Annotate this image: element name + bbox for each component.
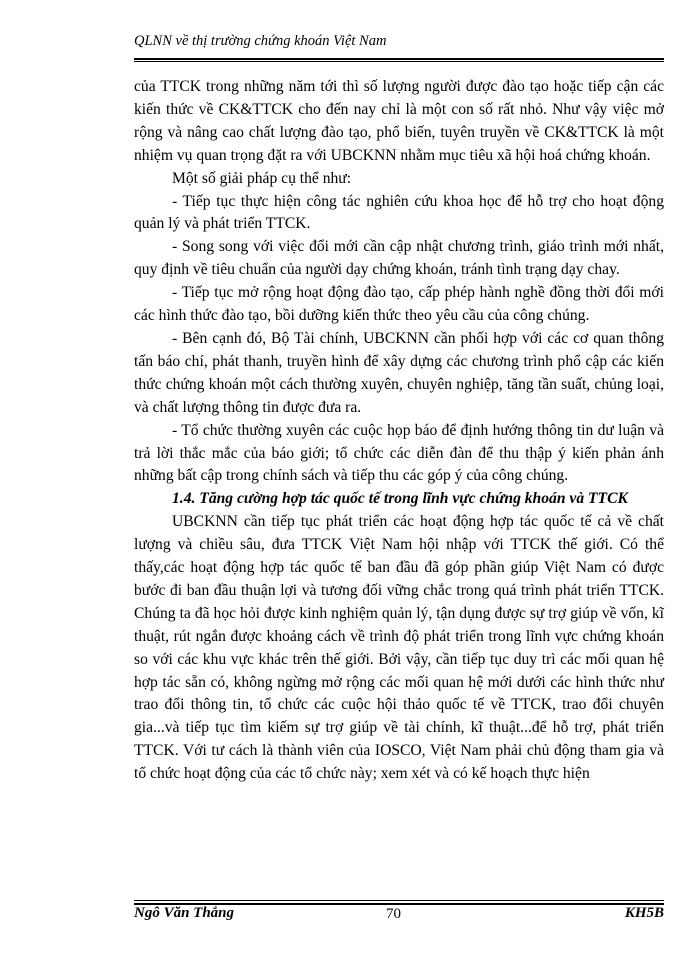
paragraph: - Tiếp tục mở rộng hoạt động đào tạo, cấp phép hành nghề đồng thời đổi mới các hình thức đào tạo, bồi dưỡng kiến thức theo yêu cầu của công chúng. (134, 284, 664, 325)
footer-class: KH5B (624, 905, 664, 921)
footer-rule-thin (134, 900, 664, 901)
header-rule (134, 58, 664, 60)
paragraph: - Song song với việc đổi mới cần cập nhật chương trình, giáo trình mới nhất, quy định về tiêu chuẩn của người dạy chứng khoán, tránh tình trạng dạy chay. (134, 238, 664, 279)
paragraph: Một số giải pháp cụ thể như: (172, 169, 352, 187)
footer-author: Ngô Văn Thắng (134, 905, 235, 921)
page-body (134, 76, 664, 786)
running-header: QLNN về thị trường chứng khoán Việt Nam (134, 33, 387, 49)
page-number: 70 (386, 906, 401, 922)
page-footer (134, 903, 664, 925)
paragraph: - Tiếp tục thực hiện công tác nghiên cứu khoa học để hỗ trợ cho hoạt động quản lý và phát triển TTCK. (134, 192, 664, 233)
paragraph: - Tổ chức thường xuyên các cuộc họp báo để định hướng thông tin dư luận và trả lời thắc mắc của báo giới; tổ chức các diễn đàn để thu thập ý kiến phản ánh những bất cập trong chính sách và tiếp thu các góp ý của công chúng. (134, 421, 664, 485)
paragraph: của TTCK trong những năm tới thì số lượng người được đào tạo hoặc tiếp cận các kiến thức về CK&TTCK cho đến nay chỉ là một con số rất nhỏ. Như vậy việc mở rộng và nâng cao chất lượng đào tạo, phổ biến, tuyên truyền về CK&TTCK là một nhiệm vụ quan trọng đặt ra với UBCKNN nhằm mục tiêu xã hội hoá chứng khoán. (134, 78, 664, 164)
paragraph: UBCKNN cần tiếp tục phát triển các hoạt động hợp tác quốc tế cả về chất lượng và chiều sâu, đưa TTCK Việt Nam hội nhập với TTCK thế giới. Có thể thấy,các hoạt động hợp tác quốc tế ban đầu đã góp phần giúp Việt Nam có được bước đi ban đầu thuận lợi và tương đối vững chắc trong quá trình phát triển TTCK. Chúng ta đã học hỏi được kinh nghiệm quản lý, tận dụng được sự trợ giúp về vốn, kĩ thuật, rút ngắn được khoảng cách về trình độ phát triển trong lĩnh vực chứng khoán so với các khu vực khác trên thế giới. Bởi vậy, cần tiếp tục duy trì các mối quan hệ hợp tác sẵn có, không ngừng mở rộng các mối quan hệ mới dưới các hình thức như trao đổi thông tin, tổ chức các cuộc hội thảo quốc tế về TTCK, trao đổi chuyên gia...và tiếp tục tìm kiếm sự trợ giúp về tài chính, kĩ thuật...để hỗ trợ, phát triển TTCK. Với tư cách là thành viên của IOSCO, Việt Nam phải chủ động tham gia và tổ chức hoạt động của các tổ chức này; xem xét và có kế hoạch thực hiện (134, 513, 664, 783)
paragraph: - Bên cạnh đó, Bộ Tài chính, UBCKNN cần phối hợp với các cơ quan thông tấn báo chí, phát thanh, truyền hình để xây dựng các chương trình phổ cập các kiến thức chứng khoán một cách thường xuyên, chuyên nghiệp, tăng tần suất, chủng loại, và chất lượng thông tin được đưa ra. (134, 329, 664, 416)
header-rule-thin (134, 61, 664, 62)
section-heading: 1.4. Tăng cường hợp tác quốc tế trong lĩnh vực chứng khoán và TTCK (172, 490, 628, 508)
